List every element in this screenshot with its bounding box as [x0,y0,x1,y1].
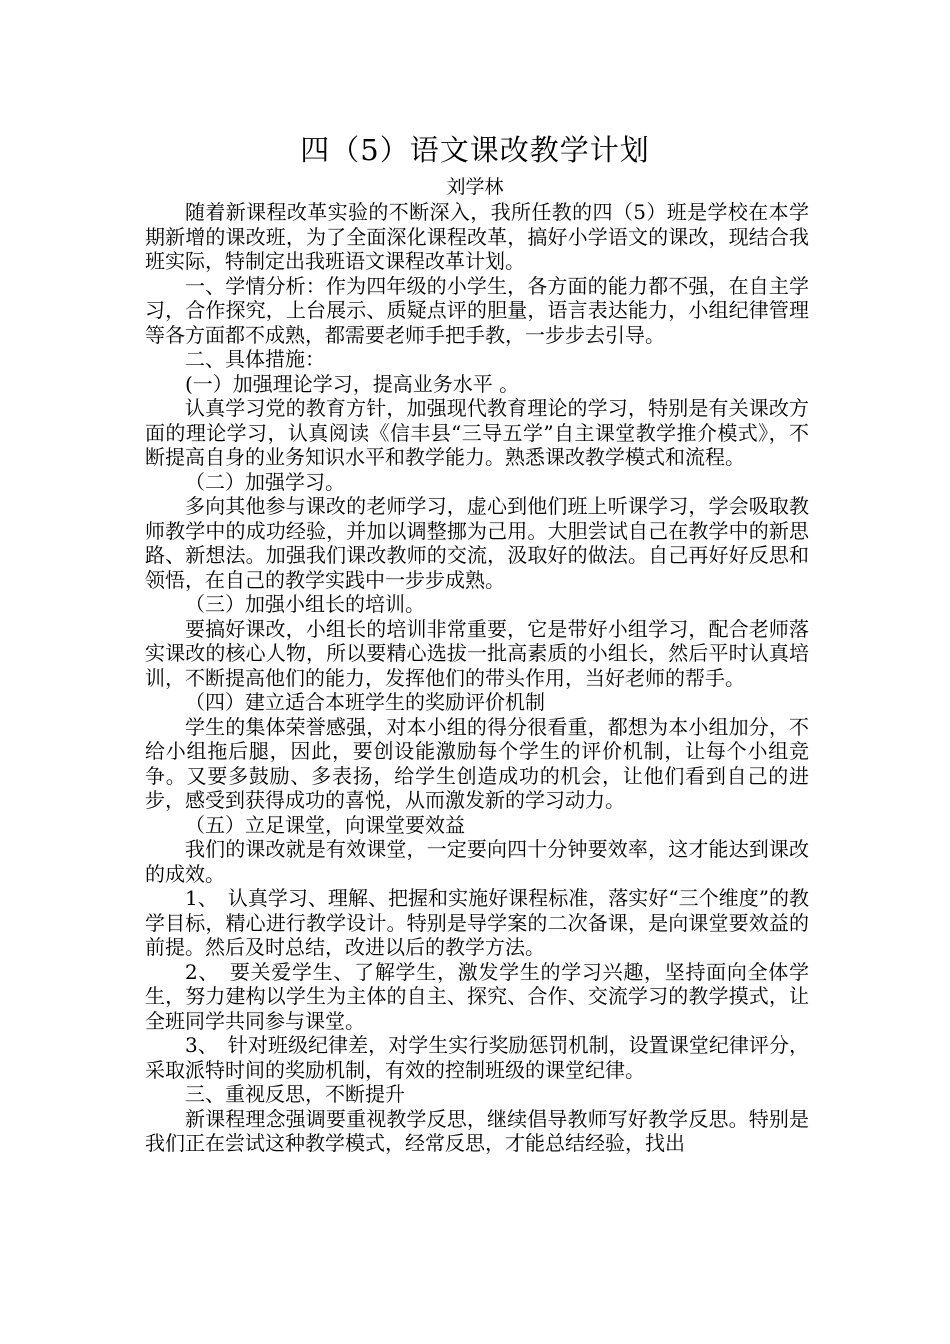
document-title: 四（5）语文课改教学计划 [300,133,650,167]
heading-reflection: 三、重视反思，不断提升 [185,1082,405,1106]
document-body [145,200,809,1156]
subheading-4: （四）建立适合本班学生的奖励评价机制 [185,690,545,714]
paragraph-group-leader: 要搞好课改，小组长的培训非常重要，它是带好小组学习，配合老师落实课改的核心人物，所以要精心选拔一批高素质的小组长，然后平时认真培训，不断提高他们的能力，发挥他们的带头作用，当好老师的帮手。 [145,616,809,690]
paragraph-analysis: 一、学情分析：作为四年级的小学生，各方面的能力都不强，在自主学习，合作探究，上台展示、质疑点评的胆量，语言表达能力，小组纪律管理等各方面都不成熟，都需要老师手把手教，一步步去引导。 [145,273,809,347]
list-item-1: 1、 认真学习、理解、把握和实施好课程标准，落实好“三个维度”的教学目标，精心进行教学设计。特别是导学案的二次备课，是向课堂要效益的前提。然后及时总结，改进以后的教学方法。 [145,886,809,959]
subheading-3: （三）加强小组长的培训。 [185,592,425,616]
paragraph-intro: 随着新课程改革实验的不断深入，我所任教的四（5）班是学校在本学期新增的课改班，为了全面深化课程改革，搞好小学语文的课改，现结合我班实际，特制定出我班语文课程改革计划。 [145,200,809,273]
list-item-3: 3、 针对班级纪律差，对学生实行奖励惩罚机制，设置课堂纪律评分，采取派特时间的奖励机制，有效的控制班级的课堂纪律。 [145,1033,809,1082]
heading-measures: 二、具体措施： [185,347,325,371]
subheading-1: (一）加强理论学习，提高业务水平 。 [185,371,520,396]
subheading-5: （五）立足课堂，向课堂要效益 [185,812,465,837]
paragraph-learning: 多向其他参与课改的老师学习，虚心到他们班上听课学习，学会吸取教师教学中的成功经验，并加以调整挪为己用。大胆尝试自己在教学中的新思路、新想法。加强我们课改教师的交流，汲取好的做法。自己再好好反思和领悟，在自己的教学实践中一步步成熟。 [145,494,809,592]
paragraph-reflection: 新课程理念强调要重视教学反思，继续倡导教师写好教学反思。特别是我们正在尝试这种教学模式，经常反思，才能总结经验，找出 [145,1106,809,1155]
paragraph-evaluation: 学生的集体荣誉感强，对本小组的得分很看重，都想为本小组加分，不给小组拖后腿，因此，要创设能激励每个学生的评价机制，让每个小组竞争。又要多鼓励、多表扬，给学生创造成功的机会，让他们看到自己的进步，感受到获得成功的喜悦，从而激发新的学习动力。 [145,714,809,812]
paragraph-classroom: 我们的课改就是有效课堂，一定要向四十分钟要效率，这才能达到课改的成效。 [145,837,809,886]
subheading-2: （二）加强学习。 [185,469,345,494]
document-author: 刘学林 [446,176,504,198]
paragraph-theory: 认真学习党的教育方针，加强现代教育理论的学习，特别是有关课改方面的理论学习，认真阅读《信丰县“三导五学”自主课堂教学推介模式》，不断提高自身的业务知识水平和教学能力。熟悉课改教学模式和流程。 [145,396,809,469]
list-item-2: 2、 要关爱学生、了解学生，激发学生的学习兴趣，坚持面向全体学生，努力建构以学生为主体的自主、探究、合作、交流学习的教学摸式，让全班同学共同参与课堂。 [145,959,809,1033]
